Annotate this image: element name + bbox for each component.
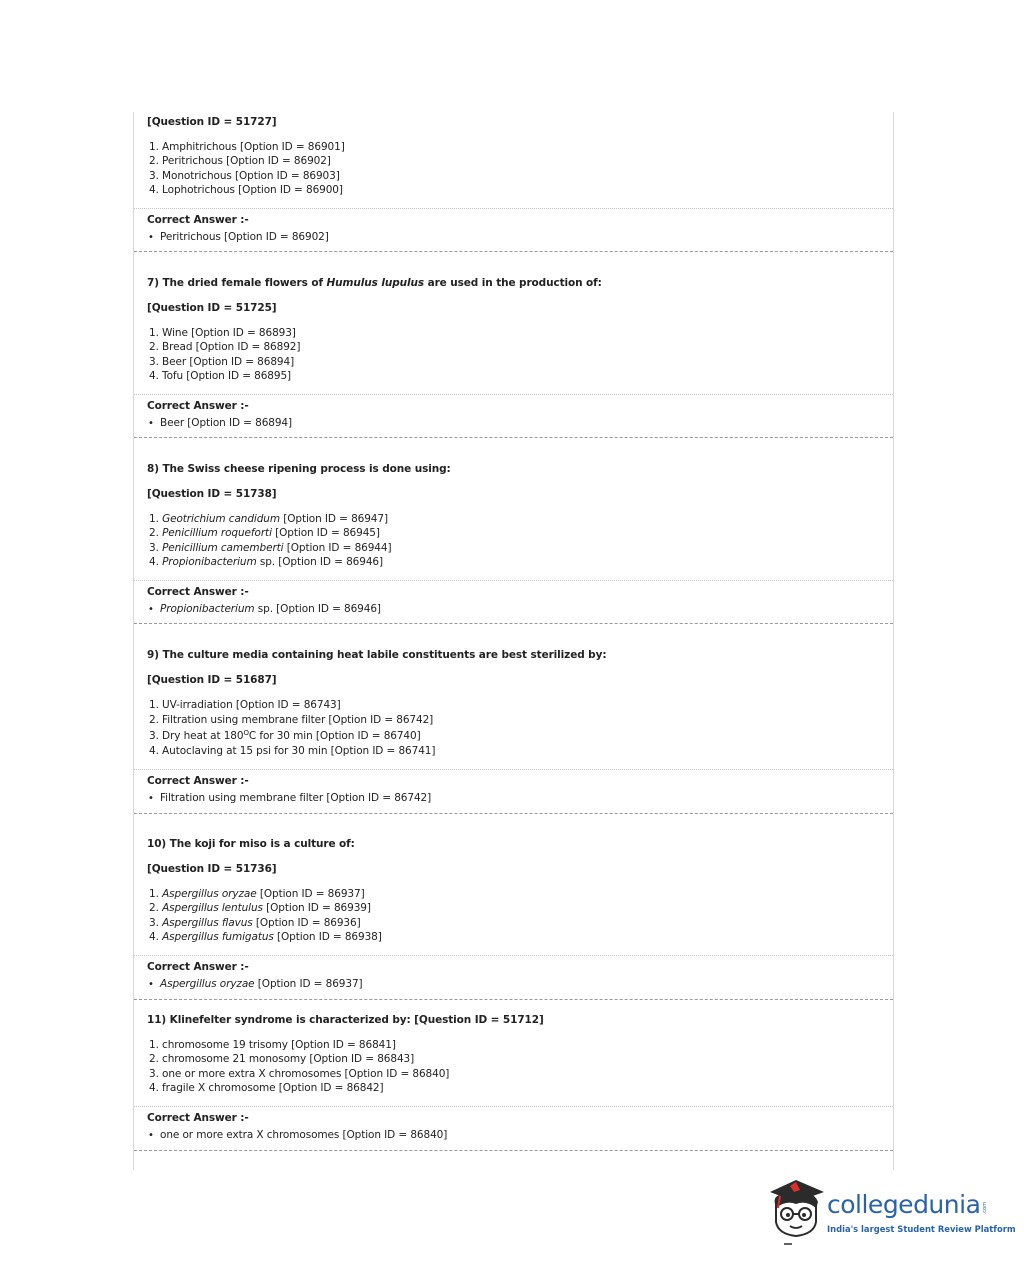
- question-10-block: [134, 813, 893, 956]
- option-3: 3. Dry heat at $180^OC$ for 30 min [Option ID = 86740]: [149, 729, 421, 742]
- option-2: 2. chromosome 21 monosomy [Option ID = 86843]: [149, 1053, 415, 1065]
- option-1: 1. UV-irradiation [Option ID = 86743]: [149, 699, 341, 711]
- correct-answer: • Beer [Option ID = 86894]: [148, 416, 292, 431]
- option-2: 2. Aspergillus lentulus [Option ID = 86939]: [149, 902, 371, 914]
- question-id: [Question ID = 51738]: [147, 488, 277, 500]
- correct-answer-label: Correct Answer :-: [147, 1112, 249, 1124]
- option-2: 2. Filtration using membrane filter [Option ID = 86742]: [149, 714, 434, 726]
- option-1: 1. Amphitrichous [Option ID = 86901]: [149, 141, 345, 153]
- question-8-block: [134, 437, 893, 581]
- logo-tagline: India's largest Student Review Platform: [827, 1224, 1016, 1234]
- option-3: 3. Aspergillus flavus [Option ID = 86936]: [149, 917, 361, 929]
- option-3: 3. Penicillium camemberti [Option ID = 86944]: [149, 542, 392, 554]
- question-11-block: [134, 999, 893, 1107]
- option-1: 1. Wine [Option ID = 86893]: [149, 327, 296, 339]
- answer-9-block: [134, 769, 893, 814]
- option-2: 2. Bread [Option ID = 86892]: [149, 341, 301, 353]
- answer-7-block: [134, 394, 893, 438]
- option-4: 4. Propionibacterium sp. [Option ID = 86946]: [149, 556, 383, 568]
- question-title: 10) The koji for miso is a culture of:: [147, 838, 355, 850]
- correct-answer-label: Correct Answer :-: [147, 586, 249, 598]
- correct-answer: • Filtration using membrane filter [Option ID = 86742]: [148, 791, 431, 806]
- correct-answer: • Propionibacterium sp. [Option ID = 86946]: [148, 602, 381, 617]
- correct-answer: • Aspergillus oryzae [Option ID = 86937]: [148, 977, 363, 992]
- option-4: 4. Autoclaving at 15 psi for 30 min [Option ID = 86741]: [149, 745, 436, 757]
- question-id: [Question ID = 51687]: [147, 674, 277, 686]
- correct-answer: • Peritrichous [Option ID = 86902]: [148, 230, 329, 245]
- question-id: [Question ID = 51736]: [147, 863, 277, 875]
- option-3: 3. Monotrichous [Option ID = 86903]: [149, 170, 340, 182]
- correct-answer-label: Correct Answer :-: [147, 775, 249, 787]
- answer-10-block: [134, 955, 893, 1000]
- option-4: 4. fragile X chromosome [Option ID = 86842]: [149, 1082, 384, 1094]
- answer-8-block: [134, 580, 893, 624]
- answer-11-block: [134, 1106, 893, 1151]
- question-id: [Question ID = 51725]: [147, 302, 277, 314]
- correct-answer-label: Correct Answer :-: [147, 400, 249, 412]
- question-title: 8) The Swiss cheese ripening process is done using:: [147, 463, 451, 475]
- option-2: 2. Peritrichous [Option ID = 86902]: [149, 155, 331, 167]
- option-1: 1. chromosome 19 trisomy [Option ID = 86841]: [149, 1039, 396, 1051]
- question-title: 7) The dried female flowers of Humulus lupulus are used in the production of:: [147, 277, 602, 289]
- option-4: 4. Aspergillus fumigatus [Option ID = 86938]: [149, 931, 382, 943]
- logo-wordmark: collegedunia: [827, 1190, 981, 1219]
- option-2: 2. Penicillium roqueforti [Option ID = 86945]: [149, 527, 380, 539]
- question-title: 9) The culture media containing heat labile constituents are best sterilized by:: [147, 649, 607, 661]
- option-1: 1. Geotrichium candidum [Option ID = 86947]: [149, 513, 388, 525]
- option-4: 4. Tofu [Option ID = 86895]: [149, 370, 292, 382]
- question-title: 11) Klinefelter syndrome is characterized by: [Question ID = 51712]: [147, 1014, 544, 1026]
- graduate-mascot-icon: [766, 1178, 828, 1248]
- option-4: 4. Lophotrichous [Option ID = 86900]: [149, 184, 343, 196]
- question-6-block: [134, 112, 893, 209]
- option-3: 3. Beer [Option ID = 86894]: [149, 356, 295, 368]
- logo-domain-suffix: .com: [982, 1202, 988, 1215]
- question-paper: [133, 112, 894, 1170]
- question-id: [Question ID = 51727]: [147, 116, 277, 128]
- option-1: 1. Aspergillus oryzae [Option ID = 86937]: [149, 888, 365, 900]
- correct-answer-label: Correct Answer :-: [147, 961, 249, 973]
- option-3: 3. one or more extra X chromosomes [Option ID = 86840]: [149, 1068, 450, 1080]
- correct-answer: • one or more extra X chromosomes [Option ID = 86840]: [148, 1128, 447, 1143]
- question-9-block: [134, 623, 893, 770]
- question-7-block: [134, 251, 893, 395]
- answer-6-block: [134, 208, 893, 252]
- collegedunia-logo: [766, 1178, 1016, 1248]
- correct-answer-label: Correct Answer :-: [147, 214, 249, 226]
